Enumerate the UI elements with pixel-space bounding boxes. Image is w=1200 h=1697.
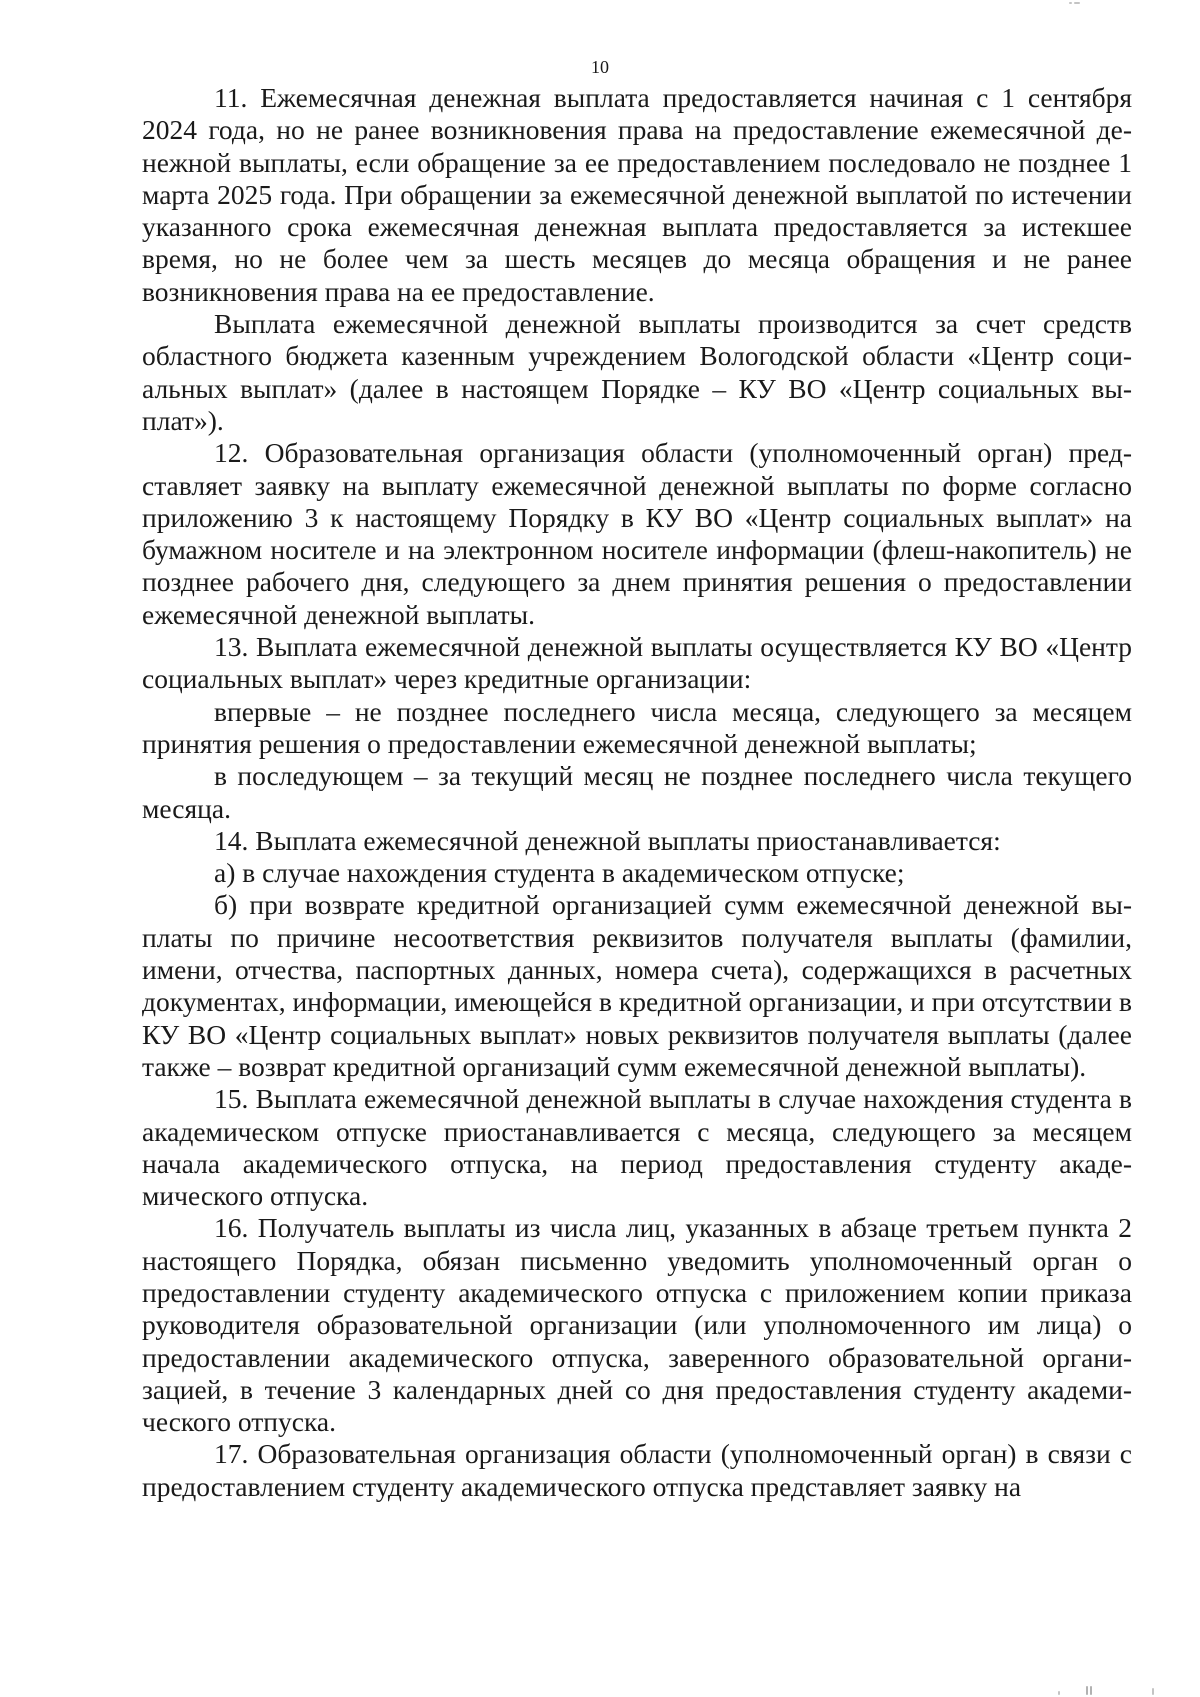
paragraph-13-subsequent-payment: в последующем – за текущий месяц не позднее последнего числа текущего месяца. bbox=[142, 760, 1132, 824]
scan-artifact-top-right bbox=[1074, 2, 1080, 4]
paragraph-12: 12. Образовательная организация области (уполномоченный орган) представляет заявку на выплату ежемесячной денежной выплаты по форме согласно приложению 3 к настоящему Порядку в КУ ВО «Центр социальных выплат» на бумажном носителе и на электронном носителе информации (флеш-накопитель) не позднее рабочего дня, следующего за днем принятия решения о предоставлении ежемесячной денежной выплаты. bbox=[142, 437, 1132, 630]
scan-artifact-top-right-2 bbox=[1069, 2, 1072, 4]
paragraph-11: 11. Ежемесячная денежная выплата предоставляется начиная с 1 сентября 2024 года, но не ранее возникновения права на предоставление ежемесячной денежной выплаты, если обращение за ее предоставлением последовало не позднее 1 марта 2025 года. При обращении за ежемесячной денежной выплатой по истечении указанного срока ежемесячная денежная выплата предоставляется за истекшее время, но не более чем за шесть месяцев до месяца обращения и не ранее возникновения права на ее предоставление. bbox=[142, 82, 1132, 307]
page-number: 10 bbox=[591, 57, 609, 77]
paragraph-17: 17. Образовательная организация области (уполномоченный орган) в связи с предоставлением студенту академического отпуска представляет заявку на bbox=[142, 1438, 1132, 1502]
paragraph-14: 14. Выплата ежемесячной денежной выплаты приостанавливается: bbox=[214, 824, 1001, 856]
scan-artifact-bottom-right-2 bbox=[1086, 1686, 1088, 1695]
paragraph-15: 15. Выплата ежемесячной денежной выплаты в случае нахождения студента в академическом отпуске приостанавливается с месяца, следующего за месяцем начала академического отпуска, на период предоставления студенту академического отпуска. bbox=[142, 1083, 1132, 1212]
paragraph-13-first-payment: впервые – не позднее последнего числа месяца, следующего за месяцем принятия решения о предоставлении ежемесячной денежной выплаты; bbox=[142, 695, 1132, 759]
paragraph-14-item-b: б) при возврате кредитной организацией сумм ежемесячной денежной выплаты по причине несоответствия реквизитов получателя выплаты (фамилии, имени, отчества, паспортных данных, номера счета), содержащихся в расчетных документах, информации, имеющейся в кредитной организации, и при отсутствии в КУ ВО «Центр социальных выплат» новых реквизитов получателя выплаты (далее также – возврат кредитной организаций сумм ежемесячной денежной выплаты). bbox=[142, 889, 1132, 1082]
document-body bbox=[142, 82, 1132, 1503]
scan-artifact-bottom-right-3 bbox=[1058, 1691, 1060, 1695]
paragraph-16: 16. Получатель выплаты из числа лиц, указанных в абзаце третьем пункта 2 настоящего Порядка, обязан письменно уведомить уполномоченный орган о предоставлении студенту академического отпуска с приложением копии приказа руководителя образовательной организации (или уполномоченного им лица) о предоставлении академического отпуска, заверенного образовательной организацией, в течение 3 календарных дней со дня предоставления студенту академического отпуска. bbox=[142, 1212, 1132, 1438]
paragraph-11-payment-source: Выплата ежемесячной денежной выплаты производится за счет средств областного бюджета казенным учреждением Вологодской области «Центр социальных выплат» (далее в настоящем Порядке – КУ ВО «Центр социальных выплат»). bbox=[142, 308, 1132, 436]
paragraph-13: 13. Выплата ежемесячной денежной выплаты осуществляется КУ ВО «Центр социальных выплат» через кредитные организации: bbox=[142, 631, 1132, 695]
scan-artifact-bottom-right bbox=[1090, 1686, 1092, 1695]
scan-artifact-bottom-right-4 bbox=[1152, 1688, 1154, 1695]
paragraph-14-item-a: а) в случае нахождения студента в академическом отпуске; bbox=[214, 857, 905, 889]
